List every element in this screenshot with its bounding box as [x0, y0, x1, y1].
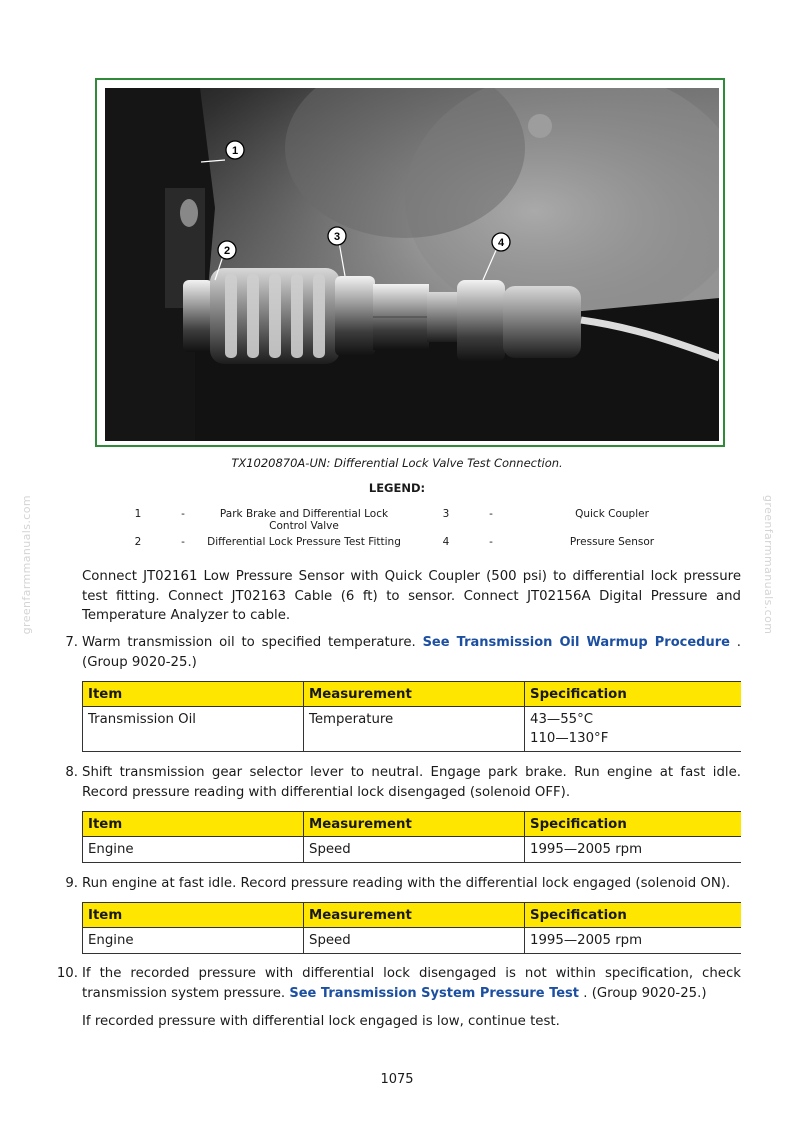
- legend-num: 2: [134, 536, 142, 548]
- cell-specification: 1995—2005 rpm: [525, 837, 742, 863]
- legend-title: LEGEND:: [368, 481, 426, 495]
- coupler-photo-illustration: [105, 88, 719, 441]
- step-text: If the recorded pressure with differential lock disengaged is not within specification, check transmission system pressure.: [82, 966, 741, 1001]
- legend-row: [0, 508, 794, 534]
- step-number: 8.: [65, 765, 78, 780]
- header-specification: Specification: [525, 903, 742, 928]
- spec-table-oil-temperature: [82, 681, 741, 752]
- step-number: 9.: [65, 876, 78, 891]
- callout-4: 4: [497, 237, 505, 249]
- legend-row: [0, 536, 794, 550]
- legend-text: Pressure Sensor: [569, 536, 655, 548]
- legend-dash: -: [489, 508, 493, 520]
- spec-celsius: 43—55°C: [530, 712, 594, 727]
- legend-dash: -: [181, 536, 185, 548]
- warmup-procedure-link[interactable]: See Transmission Oil Warmup Procedure: [422, 635, 730, 650]
- cell-measurement: Speed: [304, 837, 525, 863]
- figure-photo: [95, 78, 725, 447]
- legend-text: Differential Lock Pressure Test Fitting: [207, 536, 401, 548]
- cell-measurement: Speed: [304, 928, 525, 954]
- header-item: Item: [83, 812, 304, 837]
- callout-2: 2: [223, 245, 231, 257]
- legend-dash: -: [489, 536, 493, 548]
- legend-text: Park Brake and Differential Lock Control Valve: [219, 508, 389, 532]
- header-measurement: Measurement: [304, 812, 525, 837]
- step-7: [65, 633, 741, 672]
- callout-1: 1: [231, 145, 239, 157]
- followup-paragraph: If recorded pressure with differential lock engaged is low, continue test.: [82, 1014, 560, 1029]
- legend-text: Quick Coupler: [575, 508, 649, 520]
- intro-paragraph: Connect JT02161 Low Pressure Sensor with Quick Coupler (500 psi) to differential lock pressure test fitting. Connect JT02163 Cable (6 ft) to sensor. Connect JT02156A Digital Pressure and Temperature Analyzer to cable.: [82, 569, 741, 623]
- header-specification: Specification: [525, 682, 742, 707]
- step-text: Warm transmission oil to specified temperature.: [82, 635, 416, 650]
- watermark-right: greenfarmmanuals.com: [762, 495, 775, 635]
- step-8: [65, 763, 741, 802]
- step-number: 7.: [65, 635, 78, 650]
- cell-item: Engine: [83, 837, 304, 863]
- spec-table-engine-speed-2: [82, 902, 741, 954]
- step-text: Run engine at fast idle. Record pressure reading with the differential lock engaged (solenoid ON).: [82, 876, 731, 891]
- table-row: [83, 707, 742, 752]
- header-measurement: Measurement: [304, 682, 525, 707]
- page-number: 1075: [380, 1072, 414, 1087]
- header-item: Item: [83, 682, 304, 707]
- table-row: [83, 837, 742, 863]
- legend-num: 1: [134, 508, 142, 520]
- header-measurement: Measurement: [304, 903, 525, 928]
- table-row: [83, 928, 742, 954]
- header-item: Item: [83, 903, 304, 928]
- step-9: [65, 874, 741, 894]
- legend-num: 4: [442, 536, 450, 548]
- spec-fahrenheit: 110—130°F: [530, 731, 609, 746]
- step-text-after: . (Group 9020-25.): [583, 985, 707, 1001]
- cell-specification: [525, 707, 742, 752]
- cell-item: Engine: [83, 928, 304, 954]
- callout-3: 3: [333, 231, 341, 243]
- step-text-after: . (Group 9020-25.): [82, 635, 741, 670]
- header-specification: Specification: [525, 812, 742, 837]
- watermark-left: greenfarmmanuals.com: [20, 495, 33, 635]
- spec-table-engine-speed: [82, 811, 741, 863]
- step-text: Shift transmission gear selector lever to neutral. Engage park brake. Run engine at fast idle. Record pressure reading with differential lock disengaged (solenoid OFF).: [82, 765, 741, 800]
- legend-num: 3: [442, 508, 450, 520]
- step-10: [56, 964, 741, 1003]
- figure-caption: TX1020870A-UN: Differential Lock Valve Test Connection.: [231, 456, 563, 470]
- system-pressure-test-link[interactable]: See Transmission System Pressure Test: [289, 985, 579, 1001]
- cell-measurement: Temperature: [304, 707, 525, 752]
- legend-dash: -: [181, 508, 185, 520]
- cell-specification: 1995—2005 rpm: [525, 928, 742, 954]
- cell-item: Transmission Oil: [83, 707, 304, 752]
- step-number: 10.: [56, 966, 78, 981]
